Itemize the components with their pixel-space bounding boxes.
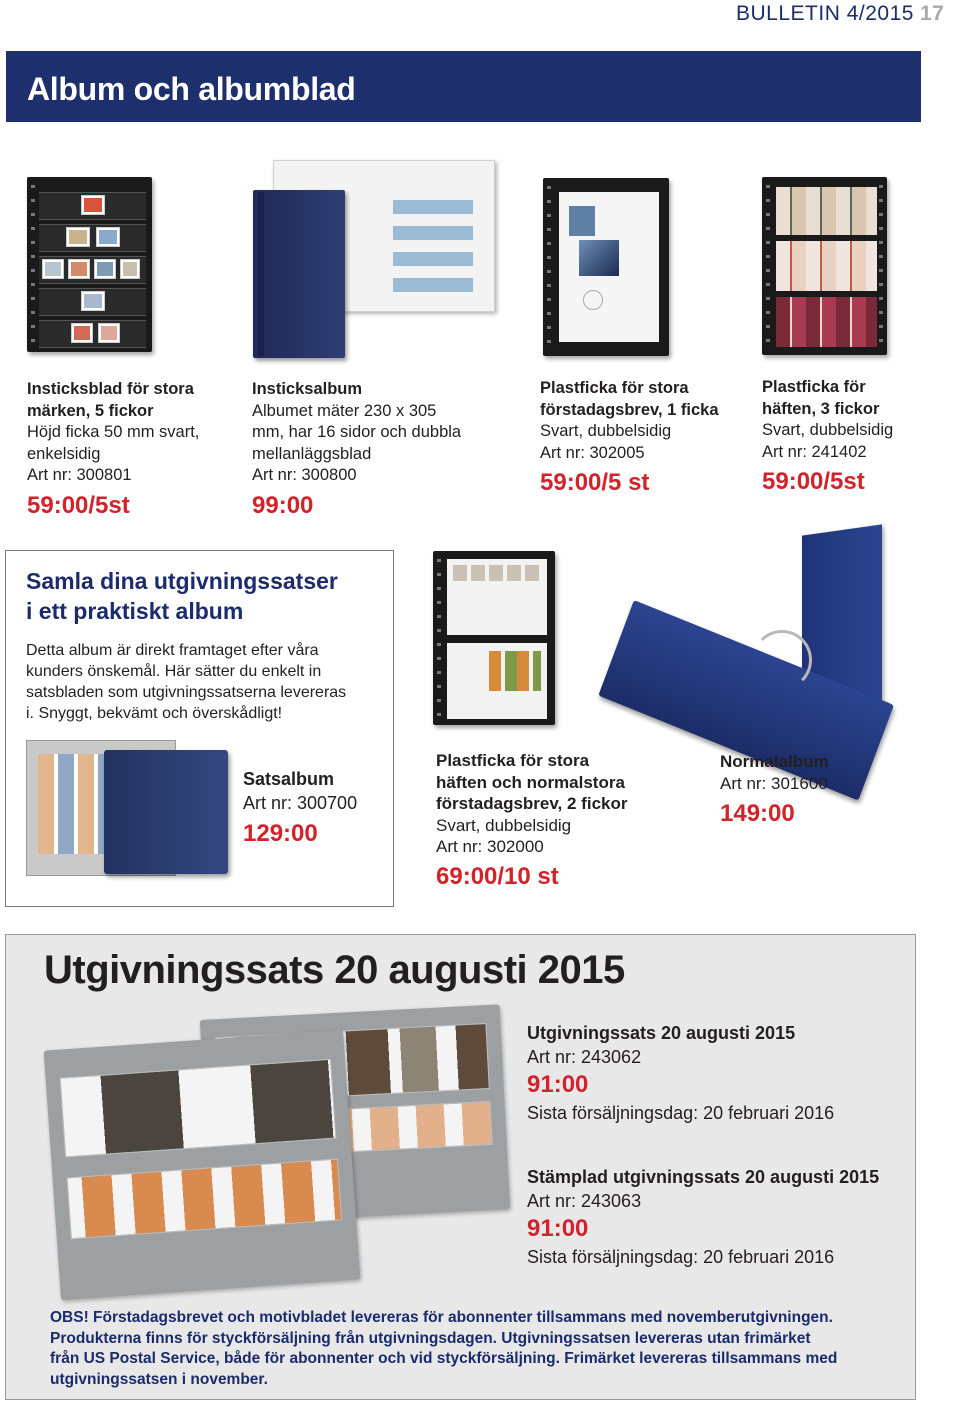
obs-line: utgivningssatsen i november. <box>50 1370 268 1388</box>
description-line: Detta album är direkt framtaget efter våra <box>26 642 319 659</box>
product-booklet-pocket <box>762 377 952 497</box>
two-pocket-image <box>433 551 555 725</box>
stamp <box>97 228 119 246</box>
product-insert-album <box>252 379 512 521</box>
punch-holes <box>547 186 551 348</box>
product-detail: Höjd ficka 50 mm svart, <box>27 423 200 441</box>
product-two-pocket <box>436 750 696 892</box>
stamp <box>82 196 104 214</box>
stamp <box>95 260 115 278</box>
product-detail: Svart, dubbelsidig <box>762 421 894 439</box>
binder-rings <box>752 630 812 690</box>
album-cover <box>253 190 345 358</box>
product-art-number: Art nr: 300700 <box>243 793 358 813</box>
stamp <box>69 260 89 278</box>
fdc-stamp-image <box>579 240 619 276</box>
ring-binder-image <box>632 530 932 730</box>
stamp <box>67 228 89 246</box>
product-insert-sheet <box>27 379 242 521</box>
sheet-row <box>60 1059 337 1158</box>
stamped-issue-set-item <box>527 1165 879 1269</box>
issue-item-last-day: Sista försäljningsdag: 20 februari 2016 <box>527 1103 835 1123</box>
product-price: 59:00/5st <box>27 491 130 519</box>
product-price: 69:00/10 st <box>436 862 559 890</box>
punch-holes <box>437 559 441 717</box>
pocket-stamps <box>489 651 541 691</box>
issue-item-art-number: Art nr: 243063 <box>527 1191 642 1211</box>
collect-heading <box>26 566 338 626</box>
product-name: Insticksalbum <box>252 380 363 398</box>
punch-holes <box>766 185 770 347</box>
product-name: förstadagsbrev, 2 fickor <box>436 794 628 813</box>
booklet-row <box>776 297 877 347</box>
description-line: i. Snyggt, bekvämt och överskådligt! <box>26 705 283 722</box>
issue-item-name: Stämplad utgivningssats 20 augusti 2015 <box>527 1167 880 1187</box>
obs-line: från US Postal Service, både för abonnenter och vid styckförsäljning. Frimärket levereras tillsammans med <box>50 1350 838 1367</box>
product-art-number: Art nr: 300800 <box>252 466 357 484</box>
product-detail: Svart, dubbelsidig <box>436 815 572 835</box>
set-album-cover <box>104 750 228 874</box>
stamp <box>82 292 104 310</box>
product-detail: mm, har 16 sidor och dubbla <box>252 423 462 441</box>
fdc-postmark <box>583 290 603 310</box>
issue-set-title: Utgivningssats 20 augusti 2015 <box>44 948 625 992</box>
product-price: 149:00 <box>720 800 795 827</box>
issue-item-price: 91:00 <box>527 1215 589 1242</box>
description-line: satsbladen som utgivningssatserna levereras <box>26 684 347 701</box>
fdc-stamp-image <box>569 206 595 236</box>
obs-note <box>50 1308 910 1390</box>
product-price: 59:00/5st <box>762 468 865 495</box>
product-name: häften och normalstora <box>436 772 625 792</box>
collect-heading-line: Samla dina utgivningssatser <box>26 568 338 594</box>
issue-item-last-day: Sista försäljningsdag: 20 februari 2016 <box>527 1247 835 1267</box>
collect-heading-line: i ett praktiskt album <box>26 598 244 624</box>
pocket-stamps <box>453 565 541 581</box>
set-album-image <box>26 740 230 878</box>
insert-sheet-image <box>27 177 152 352</box>
product-set-album <box>243 767 393 849</box>
booklet-row <box>776 241 877 291</box>
page-number: 17 <box>919 2 945 25</box>
product-detail: mellanläggsblad <box>252 444 372 463</box>
product-price: 59:00/5 st <box>540 469 650 496</box>
stamp <box>72 324 92 342</box>
product-art-number: Art nr: 302005 <box>540 443 645 462</box>
product-name: Plastficka för <box>762 378 866 396</box>
stamp <box>43 260 63 278</box>
product-price: 129:00 <box>243 820 318 847</box>
product-name: Plastficka för stora <box>540 379 689 397</box>
album-stamp-cluster <box>393 188 473 298</box>
stamp <box>99 324 119 342</box>
insert-album-image <box>253 160 498 358</box>
product-art-number: Art nr: 300801 <box>27 466 132 484</box>
description-line: kunders önskemål. Här sätter du enkelt in <box>26 663 322 680</box>
product-name: märken, 5 fickor <box>27 401 154 420</box>
product-price: 99:00 <box>252 491 314 519</box>
issue-item-art-number: Art nr: 243062 <box>527 1047 642 1067</box>
product-name: Satsalbum <box>243 769 335 789</box>
product-name: Insticksblad för stora <box>27 380 194 398</box>
set-sheet-front <box>44 1030 361 1300</box>
product-art-number: Art nr: 241402 <box>762 442 867 461</box>
product-detail: enkelsidig <box>27 444 101 463</box>
product-fdc-pocket <box>540 378 755 498</box>
obs-line: Produkterna finns för styckförsäljning från utgivningsdagen. Utgivningssatsen levereras utan frimärket <box>50 1329 811 1347</box>
product-detail: Svart, dubbelsidig <box>540 422 672 440</box>
stamp <box>121 260 139 278</box>
issue-item-name: Utgivningssats 20 augusti 2015 <box>527 1023 796 1043</box>
section-banner <box>6 51 921 122</box>
product-name: Normalalbum <box>720 752 829 771</box>
issue-set-item <box>527 1021 834 1125</box>
booklet-row <box>776 187 877 235</box>
obs-line: OBS! Förstadagsbrevet och motivbladet levereras för abonnenter tillsammans med novemberutgivningen. <box>50 1309 833 1326</box>
collect-description <box>26 640 386 724</box>
product-detail: Albumet mäter 230 x 305 <box>252 401 437 420</box>
sheet-strip <box>39 224 146 252</box>
bulletin-header <box>736 2 944 26</box>
product-art-number: Art nr: 301600 <box>720 774 828 793</box>
product-normal-album <box>720 751 920 829</box>
sheet-row <box>67 1159 343 1240</box>
product-art-number: Art nr: 302000 <box>436 837 544 856</box>
issue-item-price: 91:00 <box>527 1071 589 1098</box>
product-name: förstadagsbrev, 1 ficka <box>540 400 719 419</box>
booklet-pocket-image <box>762 177 887 355</box>
sheet-strip <box>39 320 146 348</box>
product-name: häften, 3 fickor <box>762 399 880 418</box>
bulletin-label: BULLETIN 4/2015 <box>736 2 914 25</box>
page-title: Album och albumblad <box>27 71 356 107</box>
punch-holes <box>31 185 35 344</box>
fdc-pocket-image <box>543 178 669 356</box>
punch-holes <box>879 185 883 347</box>
album-spine <box>258 192 264 356</box>
product-name: Plastficka för stora <box>436 751 590 770</box>
